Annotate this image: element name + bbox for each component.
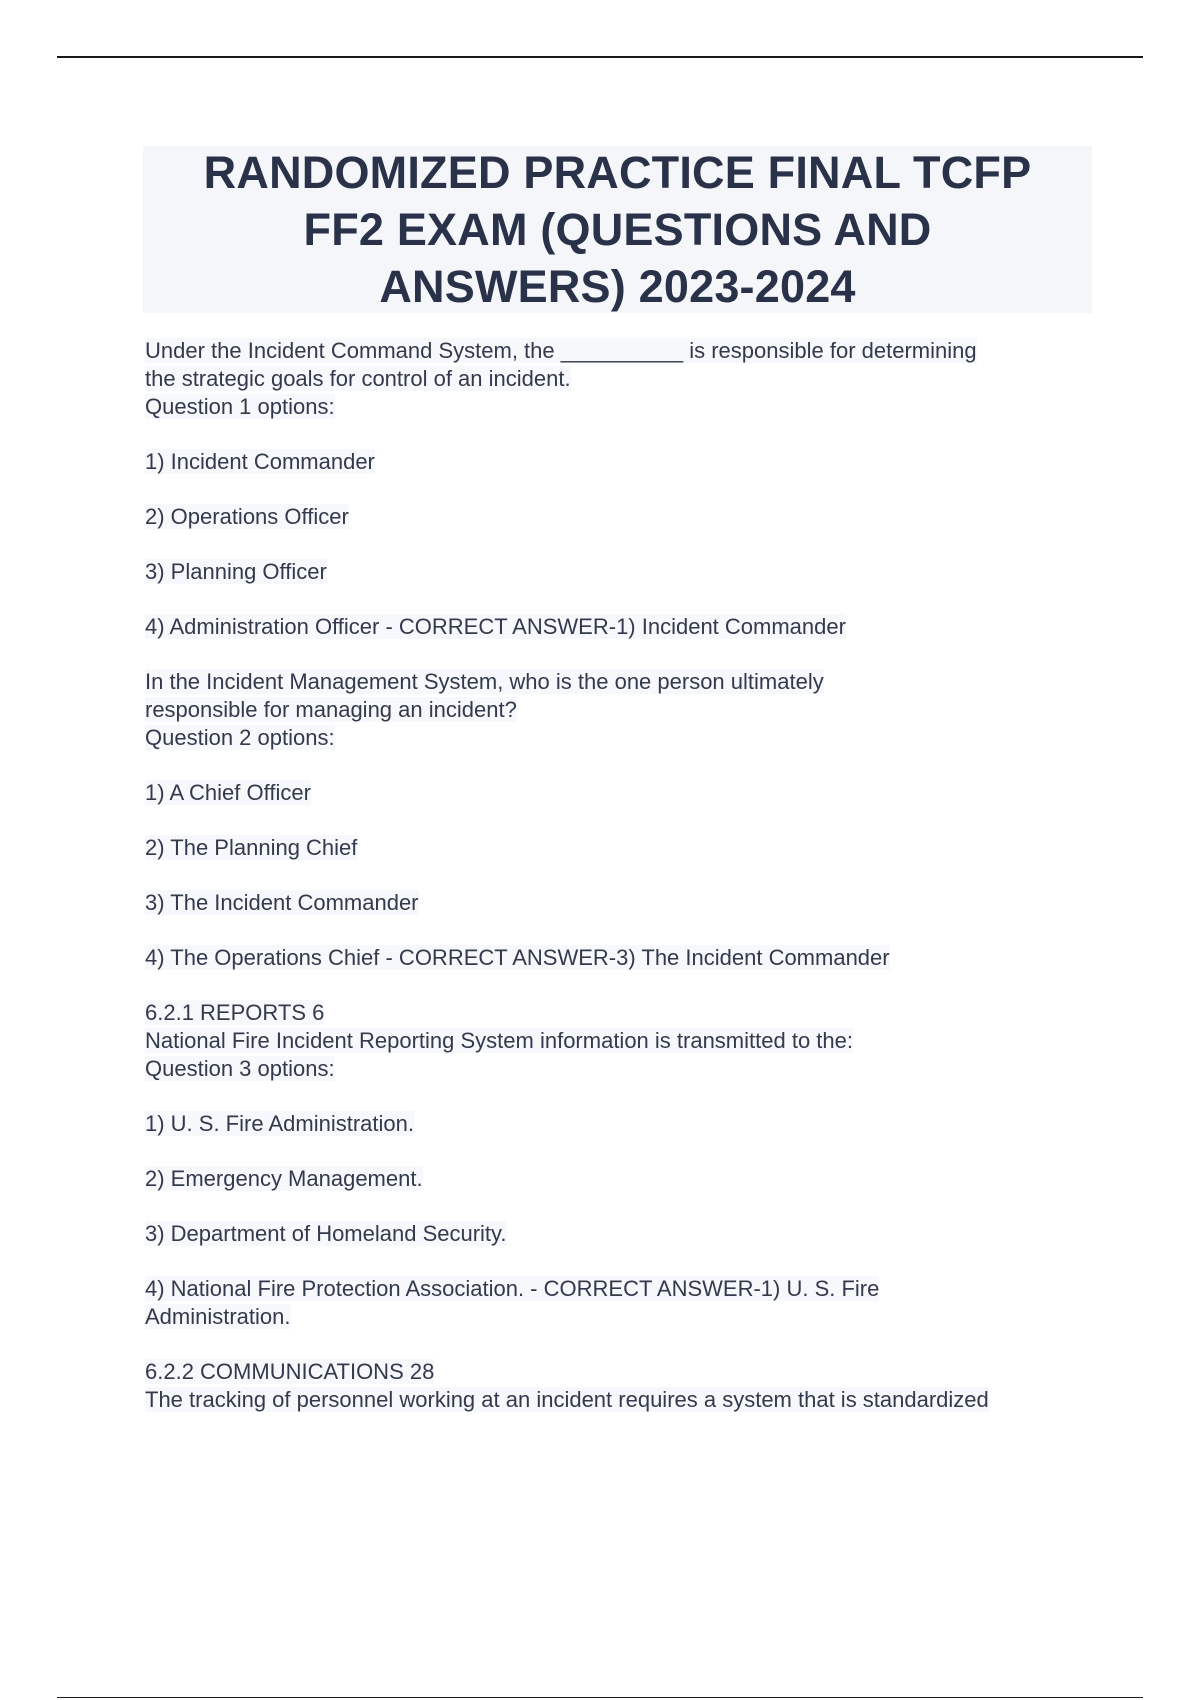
question-prompt-line: Under the Incident Command System, the __________ is responsible for determining (145, 338, 977, 363)
question-prompt-line: the strategic goals for control of an incident. (145, 366, 571, 391)
title-line-2: FF2 EXAM (QUESTIONS AND (303, 204, 932, 255)
section-heading: 6.2.1 REPORTS 6 (145, 1000, 325, 1025)
options-header: Question 3 options: (145, 1056, 335, 1081)
option-item-with-answer: 4) The Operations Chief - CORRECT ANSWER-3) The Incident Commander (145, 945, 890, 970)
option-item: 3) Planning Officer (145, 559, 327, 584)
question-prompt-line: The tracking of personnel working at an incident requires a system that is standardized (145, 1387, 989, 1412)
document-body (145, 337, 1085, 1414)
option-item: 2) The Planning Chief (145, 835, 358, 860)
document-title (204, 144, 1032, 315)
option-item-with-answer: 4) Administration Officer - CORRECT ANSWER-1) Incident Commander (145, 614, 846, 639)
option-item: 1) Incident Commander (145, 449, 375, 474)
question-prompt-line: In the Incident Management System, who is the one person ultimately (145, 669, 824, 694)
bottom-rule (57, 1697, 1143, 1698)
question-block-3 (145, 999, 1085, 1358)
options-header: Question 1 options: (145, 394, 335, 419)
option-item: 2) Operations Officer (145, 504, 349, 529)
option-item: 1) U. S. Fire Administration. (145, 1111, 414, 1136)
section-heading: 6.2.2 COMMUNICATIONS 28 (145, 1359, 435, 1384)
title-line-3: ANSWERS) 2023-2024 (379, 261, 856, 312)
title-banner (143, 146, 1092, 313)
top-rule (57, 56, 1143, 58)
options-header: Question 2 options: (145, 725, 335, 750)
option-item: 1) A Chief Officer (145, 780, 311, 805)
option-item: 3) Department of Homeland Security. (145, 1221, 507, 1246)
question-prompt-line: responsible for managing an incident? (145, 697, 517, 722)
question-block-1 (145, 337, 1085, 668)
question-block-4 (145, 1358, 1085, 1414)
option-item: 3) The Incident Commander (145, 890, 419, 915)
question-block-2 (145, 668, 1085, 999)
option-item: 2) Emergency Management. (145, 1166, 423, 1191)
title-line-1: RANDOMIZED PRACTICE FINAL TCFP (203, 147, 1032, 198)
option-item-with-answer: 4) National Fire Protection Association. - CORRECT ANSWER-1) U. S. Fire (145, 1276, 880, 1301)
question-prompt-line: National Fire Incident Reporting System information is transmitted to the: (145, 1028, 853, 1053)
option-item-with-answer: Administration. (145, 1304, 291, 1329)
